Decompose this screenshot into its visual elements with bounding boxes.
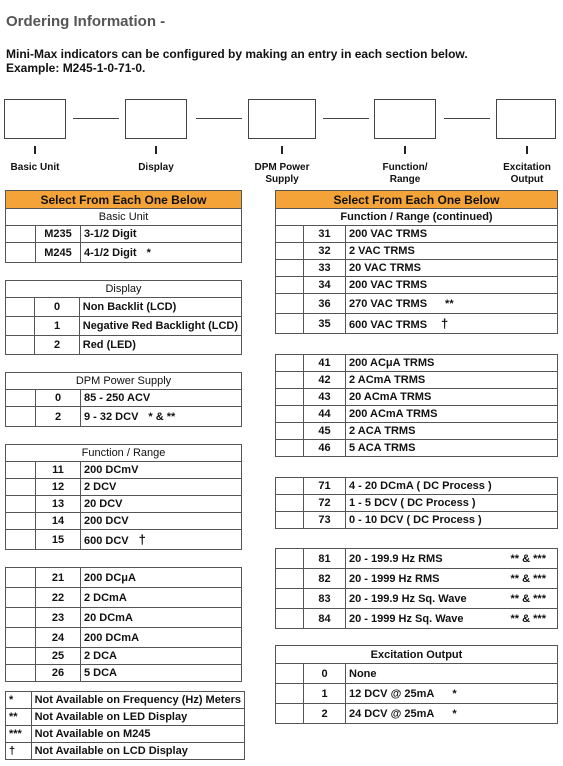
entry-cell [6,608,36,628]
separator-dash [73,118,119,119]
entry-box-function-range [374,99,436,139]
option-code: 0 [36,390,81,407]
table-row [276,243,558,260]
option-code: 71 [304,478,346,495]
table-row [276,664,558,684]
legend-text: Not Available on LCD Display [31,743,244,760]
option-description: 200 DCV [81,513,242,530]
entry-cell [6,390,36,407]
option-description: Negative Red Backlight (LCD) [79,317,241,336]
table-row [6,298,242,317]
option-code: 12 [36,479,81,496]
table-row [6,390,242,407]
option-description: 1 - 5 DCV ( DC Process ) [346,495,558,512]
option-description: 2 ACmA TRMS [346,372,558,389]
option-description: None [346,664,558,684]
table-row [6,336,242,355]
option-code: 23 [36,608,81,628]
option-code: 2 [304,704,346,724]
option-code: 82 [304,569,346,589]
option-code: 36 [304,294,346,314]
separator-dash [323,118,369,119]
entry-cell [276,569,304,589]
table-row [6,243,242,263]
table-row [276,355,558,372]
footnote-mark: ** & *** [510,552,546,565]
entry-cell [276,664,304,684]
dagger-mark: † [441,316,449,331]
entry-cell [6,407,36,427]
section-title: DPM Power Supply [6,373,242,390]
position-marker [281,146,283,154]
option-description: 20 VAC TRMS [346,260,558,277]
entry-cell [6,298,35,317]
option-description: 4-1/2 Digit [84,246,137,259]
option-code: 2 [36,407,81,427]
position-label-basic-unit: Basic Unit [10,162,60,173]
option-description: 20 - 199.9 Hz RMS [349,552,443,565]
option-description: 200 VAC TRMS [346,277,558,294]
table-row [6,496,242,513]
entry-box-basic-unit [4,99,66,139]
option-code: 43 [304,389,346,406]
option-description: 2 DCV [81,479,242,496]
option-description: 2 DCmA [81,588,242,608]
section-header: Select From Each One Below [6,191,242,209]
option-code: 32 [304,243,346,260]
option-description: 24 DCV @ 25mA [349,707,435,720]
entry-cell [276,609,304,629]
option-code: 42 [304,372,346,389]
table-row [276,389,558,406]
option-code: 81 [304,549,346,569]
section-title: Function / Range [6,445,242,462]
option-description: Non Backlit (LCD) [79,298,241,317]
option-description: 4 - 20 DCmA ( DC Process ) [346,478,558,495]
option-code: 1 [304,684,346,704]
option-description: 20 DCV [81,496,242,513]
entry-cell [6,628,36,648]
intro-example: Example: M245-1-0-71-0. [6,61,146,75]
entry-cell [6,336,35,355]
position-label-display: Display [138,162,174,173]
option-code: 1 [35,317,79,336]
option-code: 13 [36,496,81,513]
entry-cell [276,294,304,314]
ac-current-table [275,354,558,457]
entry-cell [276,684,304,704]
position-marker [404,146,406,154]
frequency-table [275,548,558,629]
legend-symbol: * [6,692,32,709]
ac-volts-table [275,190,558,334]
footnote-mark: ** & *** [510,612,546,625]
entry-cell [276,226,304,243]
table-row [276,704,558,724]
option-code: 83 [304,589,346,609]
table-row [6,479,242,496]
page-title: Ordering Information - [6,13,166,30]
option-code: M245 [36,243,81,263]
table-row [276,226,558,243]
dc-current-table [5,567,242,682]
option-code: 72 [304,495,346,512]
option-code: 14 [36,513,81,530]
legend-row [6,726,245,743]
entry-cell [6,226,36,243]
intro-text [6,47,468,75]
display-table [5,280,242,355]
table-row [6,588,242,608]
option-code: 34 [304,277,346,294]
option-code: 35 [304,314,346,334]
option-code: 26 [36,665,81,682]
footnote-mark: ** & *** [510,592,546,605]
entry-cell [6,479,36,496]
section-title: Basic Unit [6,209,242,226]
option-description: 200 ACμA TRMS [346,355,558,372]
entry-cell [6,530,36,550]
section-header: Select From Each One Below [276,191,558,209]
legend-symbol: *** [6,726,32,743]
entry-cell [276,549,304,569]
option-description: 3-1/2 Digit [84,228,137,240]
option-code: 24 [36,628,81,648]
option-description: Red (LED) [79,336,241,355]
table-row [276,406,558,423]
table-row [6,665,242,682]
option-code: 33 [304,260,346,277]
entry-cell [276,704,304,724]
option-code: 73 [304,512,346,529]
section-title: Display [6,281,242,298]
position-label-excitation: Excitation Output [503,162,551,185]
table-row [276,512,558,529]
option-description: 2 DCA [81,648,242,665]
table-row [276,372,558,389]
option-description: 200 DCmA [81,628,242,648]
table-row [276,314,558,334]
footnote-legend [5,691,245,760]
excitation-output-table [275,645,558,724]
entry-box-display [125,99,187,139]
entry-cell [276,389,304,406]
footnote-mark: * [146,246,151,259]
option-description: 20 - 1999 Hz RMS [349,572,440,585]
table-row [6,462,242,479]
option-description: 9 - 32 DCV [84,410,139,423]
section-title: Function / Range (continued) [276,209,558,226]
option-code: 46 [304,440,346,457]
option-code: 22 [36,588,81,608]
option-description: 2 ACA TRMS [346,423,558,440]
option-code: 2 [35,336,79,355]
entry-cell [6,317,35,336]
table-row [276,294,558,314]
option-description: 600 DCV [84,535,129,547]
legend-text: Not Available on Frequency (Hz) Meters [31,692,244,709]
option-description: 200 DCmV [81,462,242,479]
option-code: 31 [304,226,346,243]
option-code: 84 [304,609,346,629]
option-code: 21 [36,568,81,588]
option-code: M235 [36,226,81,243]
dc-process-table [275,477,558,529]
dagger-mark: † [138,532,146,547]
footnote-mark: * [452,707,457,720]
table-row [6,568,242,588]
option-description: 20 - 1999 Hz Sq. Wave [349,612,464,625]
entry-cell [276,512,304,529]
legend-symbol: † [6,743,32,760]
option-code: 25 [36,648,81,665]
table-row [276,589,558,609]
basic-unit-table [5,190,242,263]
table-row [276,495,558,512]
position-label-power-supply: DPM Power Supply [254,162,310,185]
option-description: 20 - 199.9 Hz Sq. Wave [349,592,467,605]
section-title: Excitation Output [276,646,558,664]
function-range-table [5,444,242,550]
option-code: 41 [304,355,346,372]
entry-cell [276,423,304,440]
entry-cell [6,568,36,588]
position-marker [34,146,36,154]
entry-cell [276,589,304,609]
table-row [6,226,242,243]
table-row [276,609,558,629]
option-description: 200 DCμA [81,568,242,588]
option-code: 15 [36,530,81,550]
option-description: 270 VAC TRMS [349,297,428,310]
footnote-mark: * & ** [148,410,176,423]
entry-cell [6,648,36,665]
separator-dash [444,118,490,119]
entry-cell [6,462,36,479]
legend-text: Not Available on M245 [31,726,244,743]
entry-cell [276,355,304,372]
table-row [6,407,242,427]
entry-cell [6,243,36,263]
entry-cell [276,277,304,294]
entry-cell [276,478,304,495]
option-description: 200 ACmA TRMS [346,406,558,423]
entry-cell [276,314,304,334]
option-description: 85 - 250 ACV [81,390,242,407]
entry-cell [276,495,304,512]
table-row [276,260,558,277]
legend-text: Not Available on LED Display [31,709,244,726]
option-code: 0 [304,664,346,684]
entry-cell [6,496,36,513]
table-row [276,684,558,704]
legend-row [6,743,245,760]
legend-row [6,692,245,709]
table-row [276,549,558,569]
footnote-mark: ** & *** [510,572,546,585]
entry-cell [6,665,36,682]
table-row [6,317,242,336]
entry-cell [276,406,304,423]
entry-cell [276,440,304,457]
entry-cell [276,243,304,260]
table-row [276,277,558,294]
option-description: 5 ACA TRMS [346,440,558,457]
legend-symbol: ** [6,709,32,726]
option-code: 0 [35,298,79,317]
legend-row [6,709,245,726]
table-row [6,608,242,628]
table-row [276,440,558,457]
option-description: 200 VAC TRMS [346,226,558,243]
table-row [6,530,242,550]
option-description: 0 - 10 DCV ( DC Process ) [346,512,558,529]
intro-line-1: Mini-Max indicators can be configured by making an entry in each section below. [6,47,468,61]
table-row [6,628,242,648]
table-row [276,478,558,495]
option-description: 20 ACmA TRMS [346,389,558,406]
separator-dash [196,118,242,119]
entry-cell [6,513,36,530]
entry-box-power-supply [248,99,316,139]
footnote-mark: ** [445,297,454,310]
table-row [276,423,558,440]
position-marker [526,146,528,154]
position-label-function-range: Function/ Range [382,162,428,185]
footnote-mark: * [452,687,457,700]
option-code: 11 [36,462,81,479]
option-description: 600 VAC TRMS [349,319,428,331]
entry-cell [6,588,36,608]
entry-cell [276,372,304,389]
entry-cell [276,260,304,277]
entry-box-excitation [496,99,556,139]
option-description: 12 DCV @ 25mA [349,687,435,700]
table-row [6,648,242,665]
table-row [6,513,242,530]
option-description: 5 DCA [81,665,242,682]
option-code: 44 [304,406,346,423]
position-marker [155,146,157,154]
option-code: 45 [304,423,346,440]
table-row [276,569,558,589]
option-description: 20 DCmA [81,608,242,628]
option-description: 2 VAC TRMS [346,243,558,260]
power-supply-table [5,372,242,427]
